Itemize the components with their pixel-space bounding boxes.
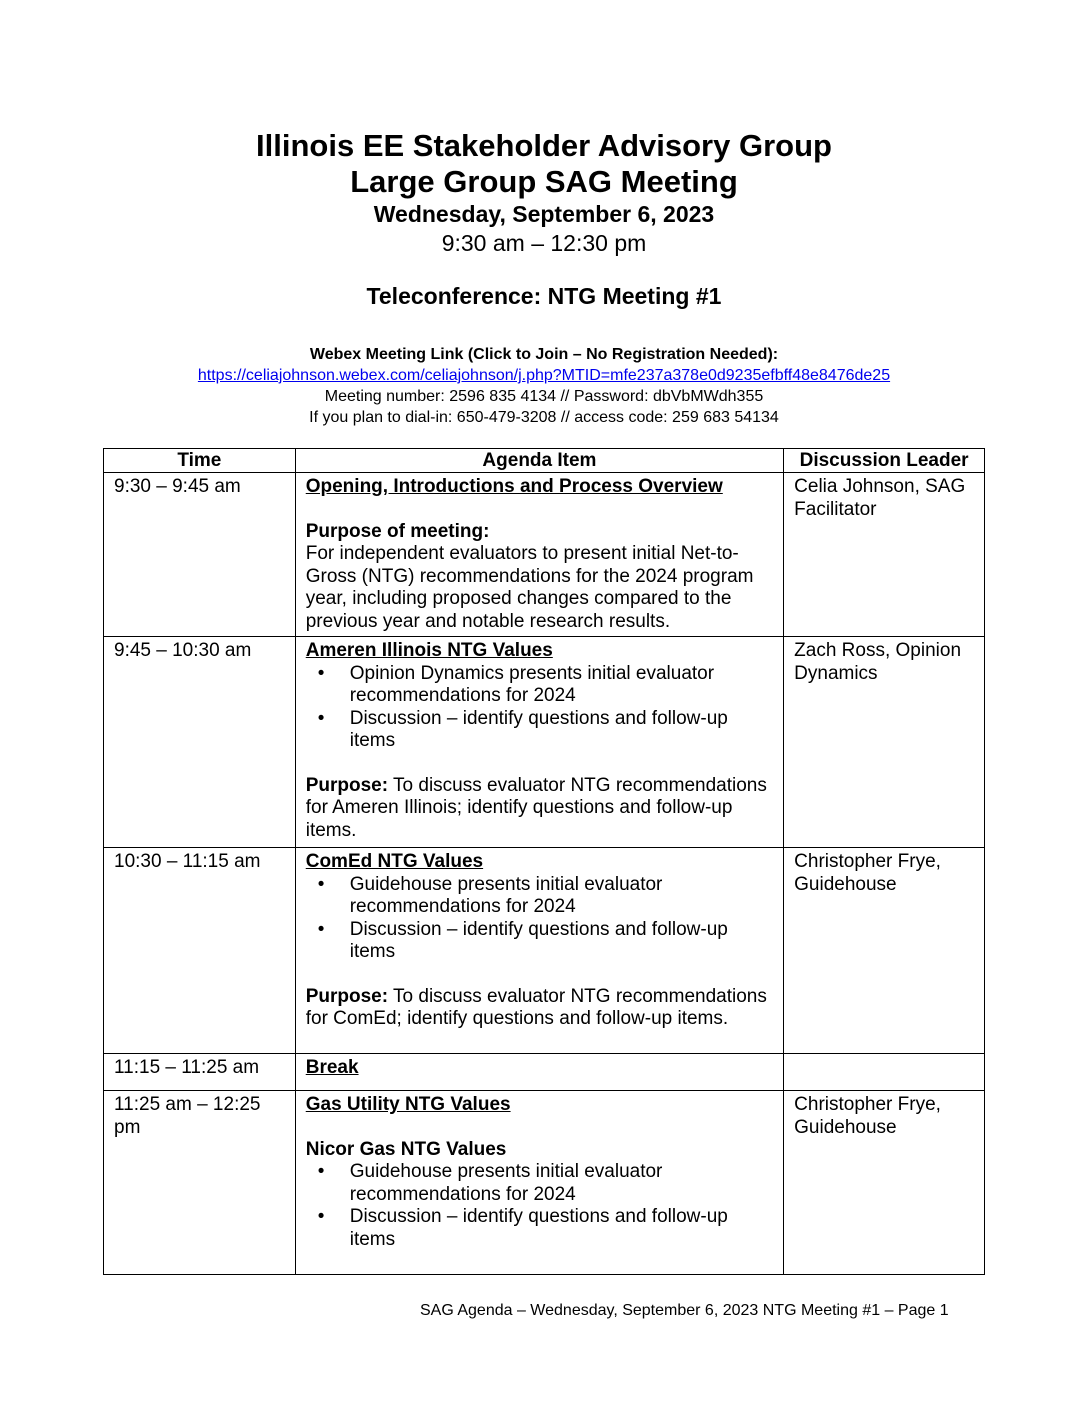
purpose-text: To discuss evaluator NTG recommendations for ComEd; identify questions and follow-up items. xyxy=(305,985,767,1029)
bullet-item: • Opinion Dynamics presents initial evaluator recommendations for 2024 xyxy=(350,663,774,708)
webex-meeting-link[interactable]: https://celiajohnson.webex.com/celiajohnson/j.php?MTID=mfe237a378e0d9235efbff48e8476de25 xyxy=(197,367,891,384)
bullet-item: • Discussion – identify questions and follow-up items xyxy=(350,1206,774,1251)
table-header-row xyxy=(104,449,985,473)
row-time: 9:45 – 10:30 am xyxy=(104,637,296,848)
purpose-text: For independent evaluators to present initial Net-to-Gross (NTG) recommendations for the 2024 program year, including proposed changes compared to the previous year and notable research results. xyxy=(305,543,754,632)
row-discussion-leader: Celia Johnson, SAG Facilitator xyxy=(784,473,985,637)
agenda-item-subtitle: Nicor Gas NTG Values xyxy=(305,1138,507,1160)
webex-heading: Webex Meeting Link (Click to Join – No Registration Needed): xyxy=(309,346,779,363)
meeting-time: 9:30 am – 12:30 pm xyxy=(441,230,647,256)
column-header-discussion-leader: Discussion Leader xyxy=(784,449,985,473)
meeting-number: Meeting number: 2596 835 4134 // Password: dbVbMWdh355 xyxy=(324,388,764,405)
document-header xyxy=(0,128,1088,310)
row-agenda-item xyxy=(295,1091,783,1275)
row-time: 11:25 am – 12:25 pm xyxy=(104,1091,296,1275)
row-discussion-leader: Christopher Frye, Guidehouse xyxy=(784,1091,985,1275)
row-agenda-item xyxy=(295,848,783,1054)
row-agenda-item xyxy=(295,637,783,848)
bullet-list xyxy=(306,1161,774,1251)
row-agenda-item xyxy=(295,1054,783,1091)
purpose-label: Purpose: xyxy=(305,774,389,796)
purpose-label: Purpose: xyxy=(305,985,389,1007)
bullet-item: • Discussion – identify questions and follow-up items xyxy=(350,919,774,964)
table-row xyxy=(104,473,985,637)
bullet-item: • Guidehouse presents initial evaluator recommendations for 2024 xyxy=(350,874,774,919)
title-line-1: Illinois EE Stakeholder Advisory Group xyxy=(256,128,832,163)
purpose-label: Purpose of meeting: xyxy=(305,520,490,542)
bullet-list xyxy=(306,663,774,753)
purpose-paragraph xyxy=(306,775,774,843)
agenda-item-title: ComEd NTG Values xyxy=(305,851,484,872)
agenda-item-title: Ameren Illinois NTG Values xyxy=(305,640,553,661)
agenda-table xyxy=(103,448,985,1275)
page-footer: SAG Agenda – Wednesday, September 6, 2023 NTG Meeting #1 – Page 1 xyxy=(420,1302,949,1319)
teleconference-heading: Teleconference: NTG Meeting #1 xyxy=(366,283,722,309)
table-row xyxy=(104,1054,985,1091)
row-time: 11:15 – 11:25 am xyxy=(104,1054,296,1091)
table-row xyxy=(104,1091,985,1275)
purpose-text: To discuss evaluator NTG recommendations for Ameren Illinois; identify questions and follow-up items. xyxy=(305,774,767,841)
dial-in-info: If you plan to dial-in: 650-479-3208 // access code: 259 683 54134 xyxy=(309,409,779,426)
row-discussion-leader: Christopher Frye, Guidehouse xyxy=(784,848,985,1054)
row-time: 9:30 – 9:45 am xyxy=(104,473,296,637)
column-header-agenda-item: Agenda Item xyxy=(295,449,783,473)
meeting-date: Wednesday, September 6, 2023 xyxy=(373,201,715,227)
row-time: 10:30 – 11:15 am xyxy=(104,848,296,1054)
table-row xyxy=(104,637,985,848)
bullet-item: • Guidehouse presents initial evaluator recommendations for 2024 xyxy=(350,1161,774,1206)
bullet-item: • Discussion – identify questions and follow-up items xyxy=(350,708,774,753)
webex-info xyxy=(0,344,1088,428)
agenda-item-title: Gas Utility NTG Values xyxy=(305,1094,511,1115)
row-discussion-leader xyxy=(784,1054,985,1091)
column-header-time: Time xyxy=(104,449,296,473)
table-row xyxy=(104,848,985,1054)
row-agenda-item xyxy=(295,473,783,637)
title-line-2: Large Group SAG Meeting xyxy=(350,164,738,199)
agenda-item-title: Break xyxy=(305,1057,359,1078)
purpose-paragraph xyxy=(306,986,774,1031)
bullet-list xyxy=(306,874,774,964)
row-discussion-leader: Zach Ross, Opinion Dynamics xyxy=(784,637,985,848)
agenda-item-title: Opening, Introductions and Process Overview xyxy=(305,476,723,497)
